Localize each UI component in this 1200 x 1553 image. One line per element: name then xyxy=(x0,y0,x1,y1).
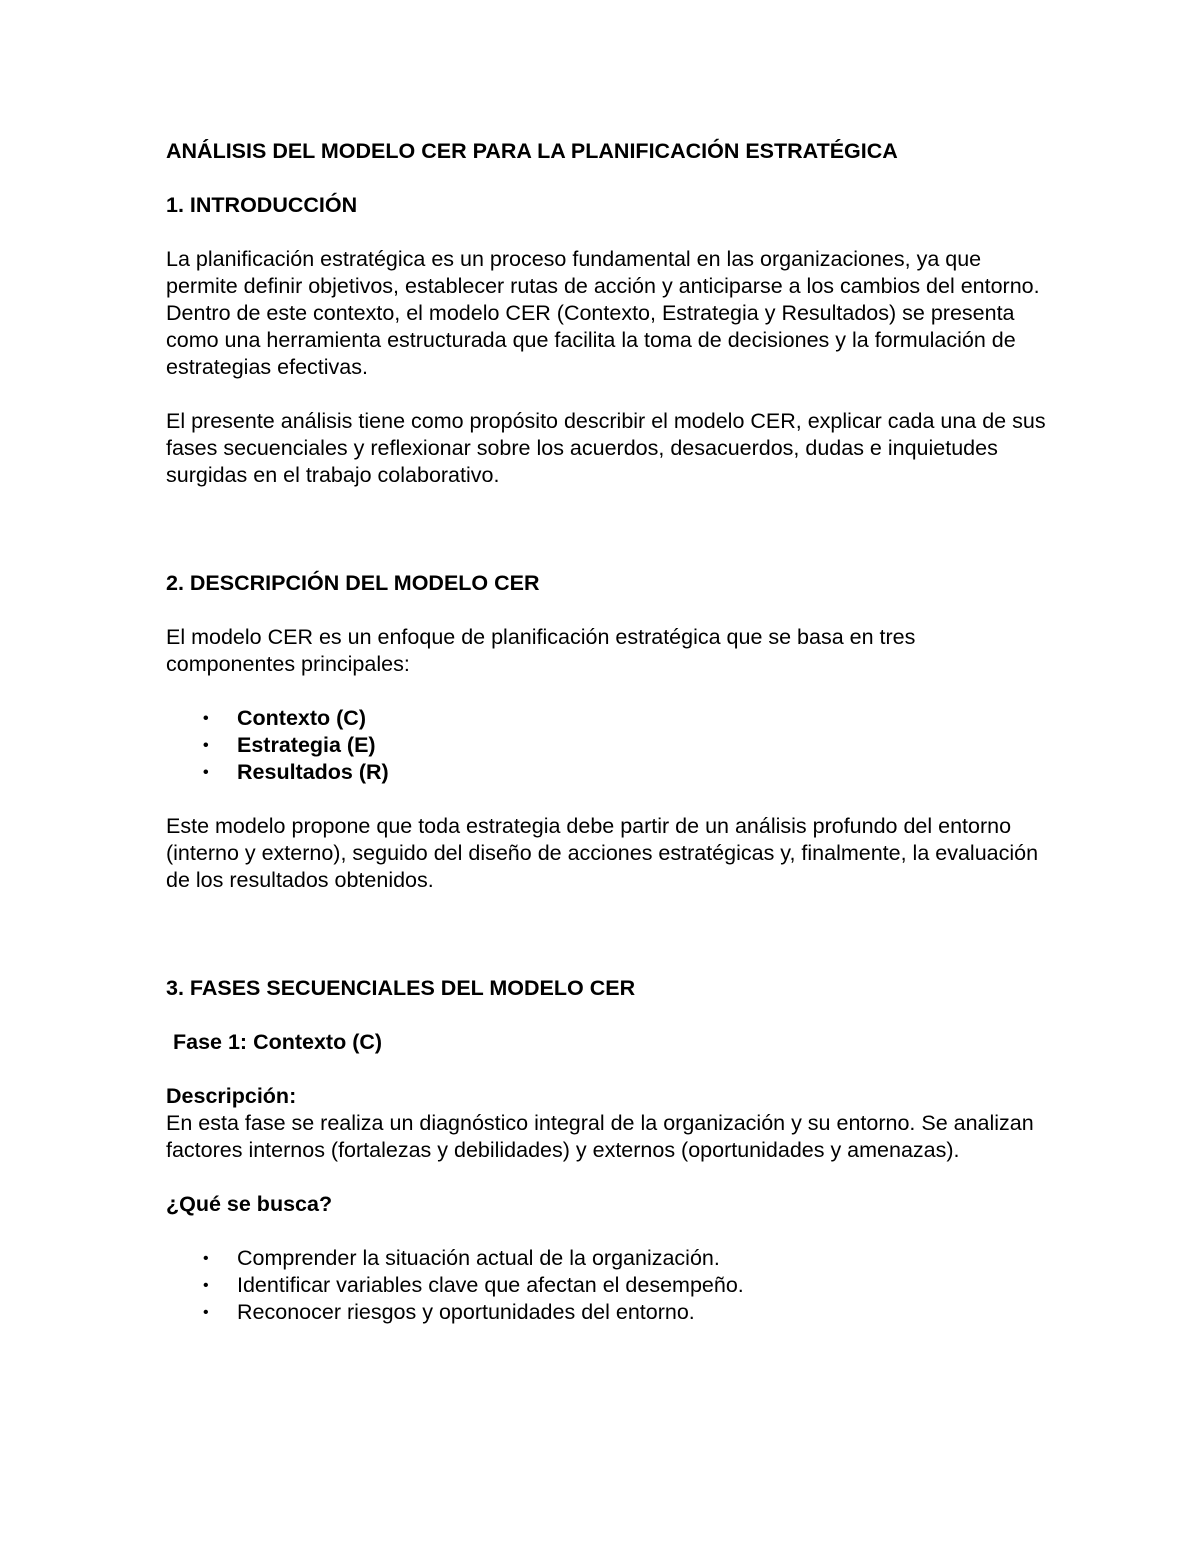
description-closing-paragraph: Este modelo propone que toda estrategia debe partir de un análisis profundo del entorno (interno y externo), seguido del diseño de acciones estratégicas y, finalmente, la evaluación de los resultados obtenidos. xyxy=(166,814,1039,892)
list-item xyxy=(203,1299,1046,1326)
bullet-icon: • xyxy=(203,737,209,754)
description-label: Descripción: xyxy=(166,1084,297,1108)
phase-1-description-block xyxy=(166,1083,1046,1164)
bullet-icon: • xyxy=(203,764,209,781)
bullet-icon: • xyxy=(203,1304,209,1321)
goals-list xyxy=(166,1245,1046,1326)
section-heading-introduccion: 1. INTRODUCCIÓN xyxy=(166,193,358,217)
list-item xyxy=(203,732,1046,759)
bullet-icon: • xyxy=(203,1250,209,1267)
list-item-text: Estrategia (E) xyxy=(237,733,376,757)
section-heading-fases: 3. FASES SECUENCIALES DEL MODELO CER xyxy=(166,976,636,1000)
intro-paragraph-2: El presente análisis tiene como propósito describir el modelo CER, explicar cada una de sus fases secuenciales y reflexionar sobre los acuerdos, desacuerdos, dudas e inquietudes surgidas en el trabajo colaborativo. xyxy=(166,409,1046,487)
list-item xyxy=(203,705,1046,732)
section-heading-descripcion: 2. DESCRIPCIÓN DEL MODELO CER xyxy=(166,571,540,595)
list-item-text: Reconocer riesgos y oportunidades del entorno. xyxy=(237,1300,695,1324)
goal-label-text: ¿Qué se busca? xyxy=(166,1192,333,1216)
list-item-text: Comprender la situación actual de la organización. xyxy=(237,1246,720,1270)
section-spacer xyxy=(166,921,1046,975)
goal-label xyxy=(166,1191,1046,1218)
intro-paragraph-1: La planificación estratégica es un proceso fundamental en las organizaciones, ya que permite definir objetivos, establecer rutas de acción y anticiparse a los cambios del entorno. Dentro de este contexto, el modelo CER (Contexto, Estrategia y Resultados) se presenta como una herramienta estructurada que facilita la toma de decisiones y la formulación de estrategias efectivas. xyxy=(166,247,1040,379)
list-item xyxy=(203,759,1046,786)
components-list xyxy=(166,705,1046,786)
list-item-text: Resultados (R) xyxy=(237,760,389,784)
phase-1-heading: Fase 1: Contexto (C) xyxy=(173,1030,383,1054)
description-intro-paragraph: El modelo CER es un enfoque de planificación estratégica que se basa en tres componentes principales: xyxy=(166,625,916,676)
list-item xyxy=(203,1272,1046,1299)
bullet-icon: • xyxy=(203,710,209,727)
document-title: ANÁLISIS DEL MODELO CER PARA LA PLANIFICACIÓN ESTRATÉGICA xyxy=(166,139,898,163)
list-item xyxy=(203,1245,1046,1272)
section-spacer xyxy=(166,516,1046,570)
list-item-text: Contexto (C) xyxy=(237,706,366,730)
document-page xyxy=(166,138,1046,1353)
bullet-icon: • xyxy=(203,1277,209,1294)
list-item-text: Identificar variables clave que afectan el desempeño. xyxy=(237,1273,744,1297)
phase-1-description-text: En esta fase se realiza un diagnóstico integral de la organización y su entorno. Se analizan factores internos (fortalezas y debilidades) y externos (oportunidades y amenazas). xyxy=(166,1111,1034,1162)
